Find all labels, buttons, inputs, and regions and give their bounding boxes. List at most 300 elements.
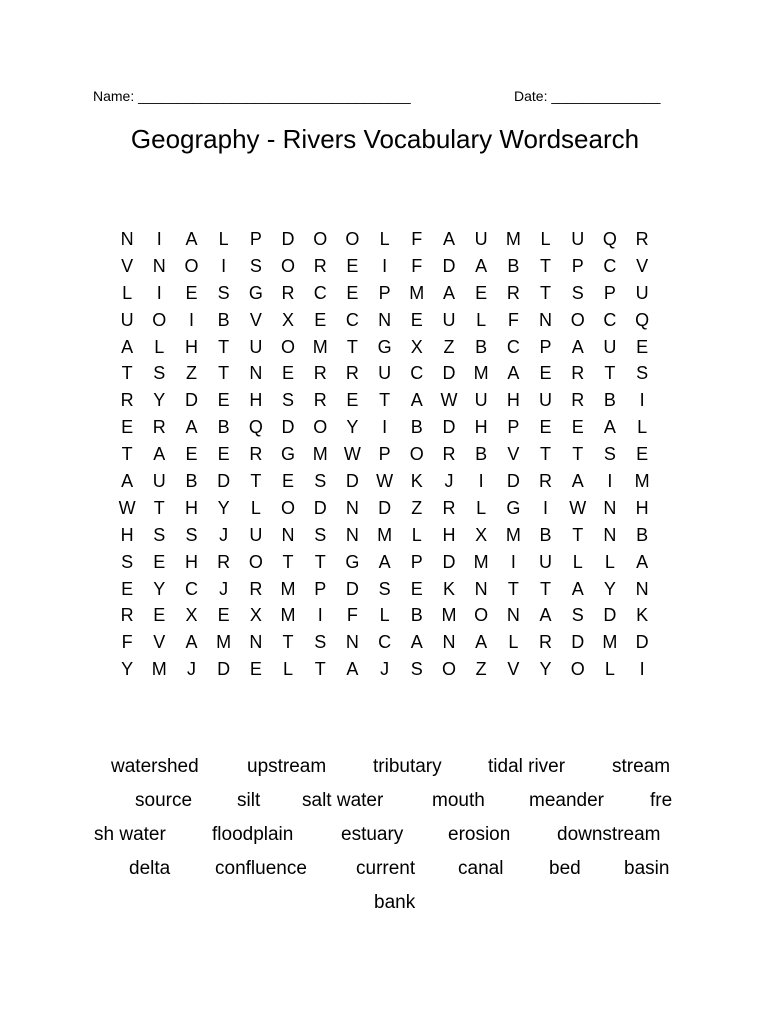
grid-letter: I	[510, 551, 516, 572]
grid-letter: T	[379, 390, 391, 411]
grid-letter: G	[345, 551, 360, 572]
grid-letter: E	[121, 578, 134, 599]
grid-letter: M	[151, 659, 167, 680]
grid-letter: I	[639, 659, 645, 680]
grid-letter: T	[540, 255, 552, 276]
grid-letter: P	[378, 444, 391, 465]
grid-letter: L	[508, 632, 519, 653]
grid-letter: T	[250, 471, 262, 492]
grid-letter: T	[604, 363, 616, 384]
grid-letter: S	[153, 524, 166, 545]
grid-letter: G	[281, 444, 296, 465]
grid-letter: R	[120, 605, 134, 626]
grid-letter: E	[121, 417, 134, 438]
grid-letter: P	[249, 229, 262, 249]
grid-letter: N	[378, 309, 392, 330]
grid-letter: A	[121, 336, 134, 357]
grid-letter: E	[282, 363, 295, 384]
grid-letter: D	[345, 471, 359, 492]
grid-letter: U	[378, 363, 392, 384]
grid-letter: L	[122, 282, 133, 303]
grid-letter: T	[121, 444, 133, 465]
grid-letter: U	[152, 471, 166, 492]
word-list-item: meander	[529, 790, 604, 811]
word-list-item: sh water	[94, 824, 166, 845]
grid-letter: L	[604, 659, 615, 680]
grid-letter: B	[539, 524, 552, 545]
grid-letter: R	[442, 497, 456, 518]
grid-letter: V	[636, 255, 649, 276]
grid-letter: A	[571, 336, 584, 357]
grid-letter: H	[184, 551, 198, 572]
grid-letter: S	[314, 524, 327, 545]
grid-letter: N	[506, 605, 520, 626]
grid-letter: Z	[443, 336, 455, 357]
grid-letter: R	[313, 390, 327, 411]
grid-letter: C	[313, 282, 327, 303]
grid-letter: X	[475, 524, 488, 545]
grid-letter: E	[539, 417, 552, 438]
grid-letter: L	[218, 229, 229, 249]
grid-letter: R	[635, 229, 649, 249]
grid-letter: O	[313, 417, 328, 438]
grid-letter: A	[378, 551, 391, 572]
grid-letter: O	[474, 605, 489, 626]
grid-letter: L	[379, 605, 390, 626]
grid-letter: K	[442, 578, 455, 599]
grid-letter: J	[444, 471, 454, 492]
grid-letter: M	[473, 551, 489, 572]
grid-letter: J	[186, 659, 196, 680]
grid-letter: I	[382, 417, 388, 438]
grid-letter: N	[635, 578, 649, 599]
grid-letter: V	[153, 632, 166, 653]
grid-letter: P	[314, 578, 327, 599]
grid-letter: A	[442, 282, 455, 303]
date-field-line: Date: ______________	[514, 88, 661, 104]
grid-letter: B	[603, 390, 616, 411]
grid-letter: L	[572, 551, 583, 572]
grid-letter: Z	[411, 497, 423, 518]
grid-letter: B	[410, 605, 423, 626]
grid-letter: Q	[248, 417, 263, 438]
grid-letter: L	[154, 336, 165, 357]
grid-letter: C	[410, 363, 424, 384]
grid-letter: L	[476, 497, 487, 518]
grid-letter: N	[539, 309, 553, 330]
grid-letter: R	[539, 632, 553, 653]
word-row	[0, 824, 770, 858]
grid-letter: S	[314, 471, 327, 492]
grid-letter: S	[121, 551, 134, 572]
grid-letter: A	[121, 471, 134, 492]
grid-letter: T	[572, 524, 584, 545]
grid-letter: U	[603, 336, 617, 357]
grid-letter: P	[378, 282, 391, 303]
grid-letter: T	[540, 444, 552, 465]
grid-letter: Y	[217, 497, 230, 518]
grid-letter: I	[478, 471, 484, 492]
grid-letter: X	[249, 605, 262, 626]
grid-letter: S	[571, 282, 584, 303]
grid-letter: D	[603, 605, 617, 626]
letter-grid	[111, 226, 658, 683]
grid-letter: A	[185, 632, 198, 653]
grid-letter: K	[636, 605, 649, 626]
grid-letter: A	[475, 632, 488, 653]
grid-letter: A	[571, 471, 584, 492]
grid-letter: O	[281, 497, 296, 518]
grid-letter: P	[507, 417, 520, 438]
grid-letter: B	[507, 255, 520, 276]
grid-letter: C	[378, 632, 392, 653]
word-list-item: source	[135, 790, 193, 811]
grid-letter: M	[505, 229, 521, 249]
grid-letter: M	[441, 605, 457, 626]
grid-letter: B	[217, 309, 230, 330]
grid-letter: N	[152, 255, 166, 276]
grid-letter: R	[345, 363, 359, 384]
grid-letter: Y	[346, 417, 359, 438]
grid-letter: S	[185, 524, 198, 545]
grid-letter: U	[249, 524, 263, 545]
grid-letter: N	[474, 578, 488, 599]
grid-letter: H	[184, 336, 198, 357]
word-list-item: bed	[549, 858, 581, 879]
grid-letter: R	[249, 578, 263, 599]
grid-letter: N	[345, 524, 359, 545]
grid-letter: R	[571, 363, 585, 384]
grid-letter: U	[442, 309, 456, 330]
grid-letter: O	[441, 659, 456, 680]
grid-letter: A	[475, 255, 488, 276]
grid-letter: S	[410, 659, 423, 680]
grid-letter: R	[506, 282, 520, 303]
grid-letter: R	[281, 282, 295, 303]
grid-letter: W	[118, 497, 136, 518]
grid-letter: F	[346, 605, 358, 626]
grid-letter: R	[313, 255, 327, 276]
grid-letter: F	[411, 229, 423, 249]
grid-letter: N	[281, 524, 295, 545]
grid-letter: X	[410, 336, 423, 357]
grid-letter: S	[282, 390, 295, 411]
grid-letter: M	[312, 444, 328, 465]
grid-letter: A	[507, 363, 520, 384]
word-list-item: estuary	[341, 824, 404, 845]
grid-letter: N	[442, 632, 456, 653]
grid-letter: Y	[153, 390, 166, 411]
grid-letter: D	[378, 497, 392, 518]
grid-letter: X	[185, 605, 198, 626]
grid-letter: W	[569, 497, 587, 518]
grid-letter: H	[184, 497, 198, 518]
grid-letter: Q	[635, 309, 650, 330]
grid-letter: D	[506, 471, 520, 492]
grid-letter: M	[377, 524, 393, 545]
grid-letter: D	[217, 471, 231, 492]
grid-letter: H	[474, 417, 488, 438]
grid-letter: D	[281, 417, 295, 438]
grid-letter: E	[539, 363, 552, 384]
grid-letter: S	[571, 605, 584, 626]
word-list-item: salt water	[302, 790, 384, 811]
word-list-item: basin	[624, 858, 670, 879]
grid-letter: V	[121, 255, 134, 276]
grid-letter: T	[218, 363, 230, 384]
grid-letter: R	[217, 551, 231, 572]
grid-letter: N	[345, 497, 359, 518]
word-list-item: downstream	[557, 824, 661, 845]
grid-letter: E	[217, 444, 230, 465]
grid-letter: N	[603, 497, 617, 518]
grid-letter: I	[221, 255, 227, 276]
grid-letter: T	[314, 659, 326, 680]
grid-letter: R	[539, 471, 553, 492]
grid-letter: C	[345, 309, 359, 330]
grid-letter: R	[120, 390, 134, 411]
grid-letter: G	[506, 497, 521, 518]
grid-letter: A	[603, 417, 616, 438]
word-list	[0, 756, 770, 926]
grid-letter: C	[184, 578, 198, 599]
grid-letter: H	[635, 497, 649, 518]
word-row	[0, 790, 770, 824]
word-list-item: tributary	[373, 756, 442, 777]
grid-letter: E	[217, 390, 230, 411]
grid-letter: T	[314, 551, 326, 572]
word-row	[0, 756, 770, 790]
grid-letter: M	[602, 632, 618, 653]
grid-letter: T	[572, 444, 584, 465]
word-row	[0, 858, 770, 892]
grid-letter: D	[217, 659, 231, 680]
grid-letter: W	[343, 444, 361, 465]
grid-letter: T	[507, 578, 519, 599]
grid-letter: C	[506, 336, 520, 357]
grid-letter: H	[506, 390, 520, 411]
grid-letter: M	[634, 471, 650, 492]
grid-letter: L	[379, 229, 390, 249]
grid-letter: U	[539, 390, 553, 411]
word-list-item: current	[356, 858, 416, 879]
word-list-item: confluence	[215, 858, 307, 879]
grid-letter: I	[607, 471, 613, 492]
grid-letter: E	[636, 336, 649, 357]
grid-letter: A	[571, 578, 584, 599]
grid-letter: D	[281, 229, 295, 249]
grid-letter: L	[411, 524, 422, 545]
grid-letter: M	[312, 336, 328, 357]
grid-letter: T	[153, 497, 165, 518]
grid-letter: L	[540, 229, 551, 249]
grid-letter: D	[184, 390, 198, 411]
grid-letter: T	[346, 336, 358, 357]
grid-letter: M	[280, 578, 296, 599]
grid-letter: R	[442, 444, 456, 465]
grid-letter: N	[249, 632, 263, 653]
grid-letter: I	[317, 605, 323, 626]
grid-letter: E	[185, 444, 198, 465]
grid-letter: E	[346, 282, 359, 303]
grid-letter: U	[474, 229, 488, 249]
grid-letter: O	[184, 255, 199, 276]
grid-letter: N	[249, 363, 263, 384]
grid-letter: Z	[475, 659, 487, 680]
grid-letter: A	[539, 605, 552, 626]
grid-letter: A	[442, 229, 455, 249]
grid-letter: B	[475, 444, 488, 465]
grid-letter: H	[120, 524, 134, 545]
grid-letter: D	[345, 578, 359, 599]
grid-letter: T	[282, 632, 294, 653]
grid-letter: O	[409, 444, 424, 465]
grid-letter: E	[217, 605, 230, 626]
grid-letter: E	[410, 309, 423, 330]
grid-letter: O	[313, 229, 328, 249]
grid-letter: B	[185, 471, 198, 492]
grid-letter: A	[185, 229, 198, 249]
word-list-item: fre	[650, 790, 673, 811]
word-list-item: canal	[458, 858, 504, 879]
grid-letter: E	[346, 255, 359, 276]
grid-letter: T	[282, 551, 294, 572]
grid-letter: I	[543, 497, 549, 518]
grid-letter: D	[442, 255, 456, 276]
word-list-item: delta	[129, 858, 171, 879]
grid-letter: M	[280, 605, 296, 626]
grid-letter: J	[219, 578, 229, 599]
grid-letter: I	[188, 309, 194, 330]
grid-letter: P	[571, 255, 584, 276]
grid-letter: E	[346, 390, 359, 411]
word-list-item: silt	[237, 790, 261, 811]
grid-letter: T	[121, 363, 133, 384]
grid-letter: Z	[185, 363, 197, 384]
grid-letter: L	[637, 417, 648, 438]
word-list-item: bank	[374, 892, 416, 913]
grid-letter: E	[636, 444, 649, 465]
grid-letter: J	[219, 524, 229, 545]
grid-letter: P	[539, 336, 552, 357]
grid-letter: Y	[153, 578, 166, 599]
grid-letter: V	[507, 659, 520, 680]
grid-letter: I	[156, 282, 162, 303]
grid-letter: B	[475, 336, 488, 357]
grid-letter: F	[411, 255, 423, 276]
grid-letter: U	[539, 551, 553, 572]
grid-letter: L	[604, 551, 615, 572]
grid-letter: C	[603, 255, 617, 276]
word-list-item: tidal river	[488, 756, 566, 777]
word-list-item: watershed	[111, 756, 199, 777]
grid-letter: S	[603, 444, 616, 465]
grid-letter: S	[314, 632, 327, 653]
grid-letter: T	[218, 336, 230, 357]
grid-letter: S	[636, 363, 649, 384]
grid-letter: Y	[539, 659, 552, 680]
grid-letter: R	[152, 417, 166, 438]
grid-letter: D	[442, 363, 456, 384]
grid-letter: P	[603, 282, 616, 303]
grid-letter: L	[250, 497, 261, 518]
grid-letter: I	[156, 229, 162, 249]
grid-letter: K	[410, 471, 423, 492]
grid-letter: B	[217, 417, 230, 438]
grid-letter: N	[345, 632, 359, 653]
grid-letter: G	[248, 282, 263, 303]
grid-letter: A	[185, 417, 198, 438]
grid-letter: I	[382, 255, 388, 276]
grid-letter: W	[440, 390, 458, 411]
grid-letter: T	[540, 282, 552, 303]
grid-letter: E	[314, 309, 327, 330]
word-list-item: upstream	[247, 756, 327, 777]
grid-letter: V	[249, 309, 262, 330]
grid-letter: M	[505, 524, 521, 545]
grid-letter: S	[153, 363, 166, 384]
word-list-item: erosion	[448, 824, 511, 845]
grid-letter: C	[603, 309, 617, 330]
grid-letter: P	[410, 551, 423, 572]
grid-letter: J	[380, 659, 390, 680]
name-field-line: Name: ___________________________________	[93, 88, 411, 104]
grid-letter: E	[410, 578, 423, 599]
grid-letter: S	[217, 282, 230, 303]
grid-letter: O	[570, 309, 585, 330]
grid-letter: S	[378, 578, 391, 599]
grid-letter: O	[248, 551, 263, 572]
grid-letter: L	[476, 309, 487, 330]
grid-letter: T	[540, 578, 552, 599]
grid-letter: G	[377, 336, 392, 357]
grid-letter: D	[635, 632, 649, 653]
grid-letter: E	[282, 471, 295, 492]
grid-letter: R	[313, 363, 327, 384]
grid-letter: B	[636, 524, 649, 545]
grid-letter: F	[121, 632, 133, 653]
grid-letter: E	[153, 605, 166, 626]
grid-letter: U	[120, 309, 134, 330]
grid-letter: S	[249, 255, 262, 276]
grid-letter: O	[345, 229, 360, 249]
grid-letter: U	[474, 390, 488, 411]
grid-letter: N	[120, 229, 134, 249]
grid-letter: D	[571, 632, 585, 653]
grid-letter: R	[571, 390, 585, 411]
grid-letter: O	[281, 255, 296, 276]
page-title: Geography - Rivers Vocabulary Wordsearch	[130, 124, 640, 154]
grid-letter: D	[442, 551, 456, 572]
grid-letter: A	[410, 632, 423, 653]
grid-letter: F	[507, 309, 519, 330]
grid-letter: M	[473, 363, 489, 384]
grid-letter: O	[281, 336, 296, 357]
grid-letter: R	[249, 444, 263, 465]
grid-letter: L	[283, 659, 294, 680]
grid-letter: Y	[603, 578, 616, 599]
grid-letter: D	[442, 417, 456, 438]
grid-letter: U	[249, 336, 263, 357]
grid-letter: A	[153, 444, 166, 465]
grid-letter: O	[570, 659, 585, 680]
grid-letter: O	[152, 309, 167, 330]
grid-letter: X	[282, 309, 295, 330]
grid-letter: Y	[121, 659, 134, 680]
grid-letter: A	[410, 390, 423, 411]
grid-letter: M	[216, 632, 232, 653]
grid-letter: D	[313, 497, 327, 518]
